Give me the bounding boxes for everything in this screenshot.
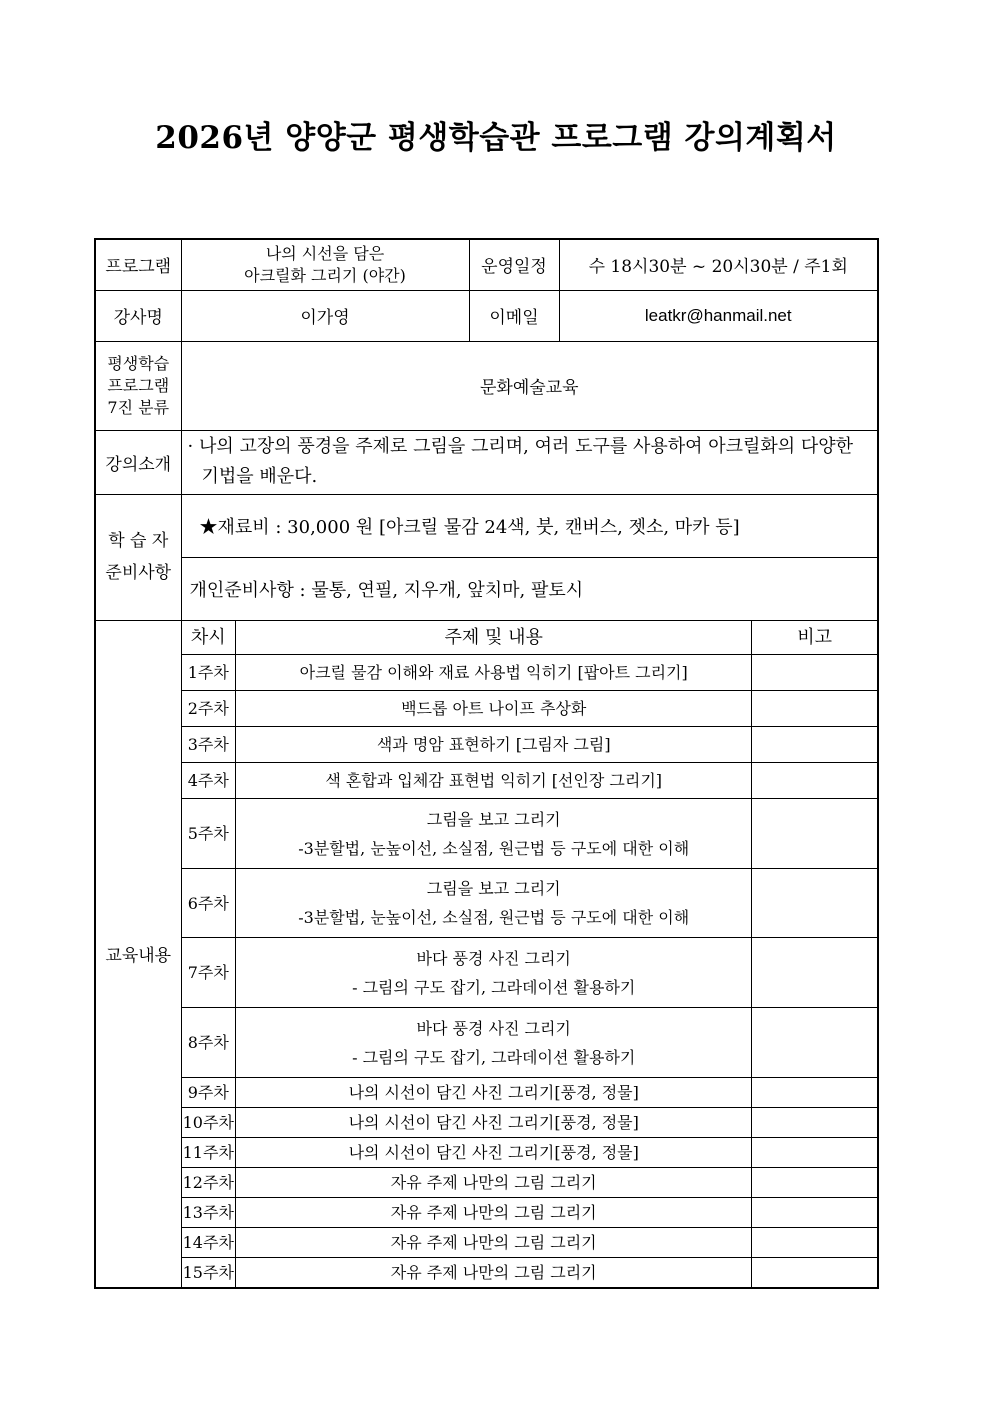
session-content-line1: 색과 명암 표현하기 [그림자 그림] [376,735,611,754]
session-note [752,1258,877,1288]
session-note [752,869,877,938]
session-week: 8주차 [182,1008,236,1078]
session-content [236,1168,752,1198]
session-week: 11주차 [182,1138,236,1168]
header-note: 비고 [752,621,877,655]
session-content [236,691,752,727]
session-content-line1: 바다 풍경 사진 그리기 [416,1018,571,1038]
curriculum-row [182,799,878,869]
session-note [752,1228,877,1258]
session-content-line1: 바다 풍경 사진 그리기 [416,948,571,968]
instructor-value: 이가영 [181,290,469,341]
session-week: 3주차 [182,727,236,763]
program-value-line2: 아크릴화 그리기 (야간) [244,265,406,285]
session-week: 13주차 [182,1198,236,1228]
email-label: 이메일 [469,290,559,341]
program-value-line1: 나의 시선을 담은 [265,243,385,263]
instructor-label: 강사명 [95,290,181,341]
session-note [752,1168,877,1198]
session-content-line1: 아크릴 물감 이해와 재료 사용법 익히기 [팝아트 그리기] [299,663,688,682]
session-week: 9주차 [182,1078,236,1108]
prep-label-line2: 준비사항 [105,563,172,583]
session-week: 5주차 [182,799,236,869]
prep-label [95,494,181,620]
program-value [181,239,469,290]
session-content [236,655,752,691]
session-content [236,1078,752,1108]
session-week: 14주차 [182,1228,236,1258]
session-content [236,869,752,938]
session-note [752,727,877,763]
session-content-line2: -3분할법, 눈높이선, 소실점, 원근법 등 구도에 대한 이해 [298,838,690,858]
category-label [95,341,181,430]
personal-prep: 개인준비사항 : 물통, 연필, 지우개, 앞치마, 팔토시 [181,557,878,620]
session-week: 6주차 [182,869,236,938]
session-content [236,1008,752,1078]
curriculum-row [182,1078,878,1108]
session-content [236,1258,752,1288]
email-value: leatkr@hanmail.net [559,290,878,341]
category-label-line2: 프로그램 [107,375,170,395]
category-label-line1: 평생학습 [107,353,170,373]
header-content: 주제 및 내용 [236,621,752,655]
session-content-line1: 그림을 보고 그리기 [426,879,561,898]
session-content-line2: - 그림의 구도 잡기, 그라데이션 활용하기 [352,977,636,997]
session-note [752,655,877,691]
curriculum-row [182,727,878,763]
program-label: 프로그램 [95,239,181,290]
session-note [752,1138,877,1168]
curriculum-row [182,938,878,1008]
session-content [236,799,752,869]
intro-line1: · 나의 고장의 풍경을 주제로 그림을 그리며, 여러 도구를 사용하여 아크릴화의 다양한 [187,436,854,457]
session-note [752,799,877,869]
curriculum-table [182,621,878,1288]
session-note [752,1108,877,1138]
curriculum-row [182,1008,878,1078]
schedule-value: 수 18시30분 ~ 20시30분 / 주1회 [559,239,878,290]
curriculum-row [182,1258,878,1288]
session-content [236,1138,752,1168]
curriculum-row [182,1228,878,1258]
session-content-line1: 나의 시선이 담긴 사진 그리기[풍경, 정물] [348,1113,639,1132]
prep-label-line1: 학 습 자 [108,531,169,551]
session-note [752,691,877,727]
lecture-plan-table [94,238,879,1289]
session-content-line1: 그림을 보고 그리기 [426,809,561,829]
schedule-label: 운영일정 [469,239,559,290]
session-content-line1: 색 혼합과 입체감 표현법 익히기 [선인장 그리기] [325,771,663,790]
header-session: 차시 [182,621,236,655]
session-content-line1: 나의 시선이 담긴 사진 그리기[풍경, 정물] [348,1143,639,1162]
session-week: 15주차 [182,1258,236,1288]
session-note [752,1198,877,1228]
session-note [752,1078,877,1108]
session-content-line2: - 그림의 구도 잡기, 그라데이션 활용하기 [352,1047,636,1067]
session-content-line2: -3분할법, 눈높이선, 소실점, 원근법 등 구도에 대한 이해 [298,908,690,927]
curriculum-cell [181,620,878,1288]
session-content-line1: 나의 시선이 담긴 사진 그리기[풍경, 정물] [348,1083,639,1102]
session-content-line1: 자유 주제 나만의 그림 그리기 [390,1203,597,1222]
curriculum-row [182,1198,878,1228]
category-label-line3: 7진 분류 [107,397,170,417]
curriculum-row [182,1168,878,1198]
session-week: 4주차 [182,763,236,799]
category-value: 문화예술교육 [181,341,878,430]
session-week: 12주차 [182,1168,236,1198]
session-week: 7주차 [182,938,236,1008]
document-title: 2026년 양양군 평생학습관 프로그램 강의계획서 [155,120,837,156]
curriculum-row [182,763,878,799]
session-content [236,1108,752,1138]
session-note [752,1008,877,1078]
curriculum-row [182,1108,878,1138]
session-content [236,763,752,799]
session-content [236,938,752,1008]
session-week: 10주차 [182,1108,236,1138]
session-note [752,763,877,799]
session-note [752,938,877,1008]
materials-fee: ★재료비 : 30,000 원 [아크릴 물감 24색, 붓, 캔버스, 젯소, 마카 등] [181,494,878,557]
curriculum-row [182,869,878,938]
session-content-line1: 자유 주제 나만의 그림 그리기 [390,1233,597,1252]
session-content [236,1228,752,1258]
curriculum-row [182,1138,878,1168]
session-week: 2주차 [182,691,236,727]
session-content-line1: 자유 주제 나만의 그림 그리기 [390,1173,597,1192]
session-content-line1: 백드롭 아트 나이프 추상화 [401,699,587,718]
curriculum-row [182,691,878,727]
intro-value [181,430,878,494]
intro-line2: 기법을 배운다. [201,466,318,487]
session-week: 1주차 [182,655,236,691]
curriculum-label: 교육내용 [95,620,181,1288]
session-content [236,1198,752,1228]
session-content [236,727,752,763]
curriculum-row [182,655,878,691]
intro-label: 강의소개 [95,430,181,494]
session-content-line1: 자유 주제 나만의 그림 그리기 [390,1263,597,1282]
